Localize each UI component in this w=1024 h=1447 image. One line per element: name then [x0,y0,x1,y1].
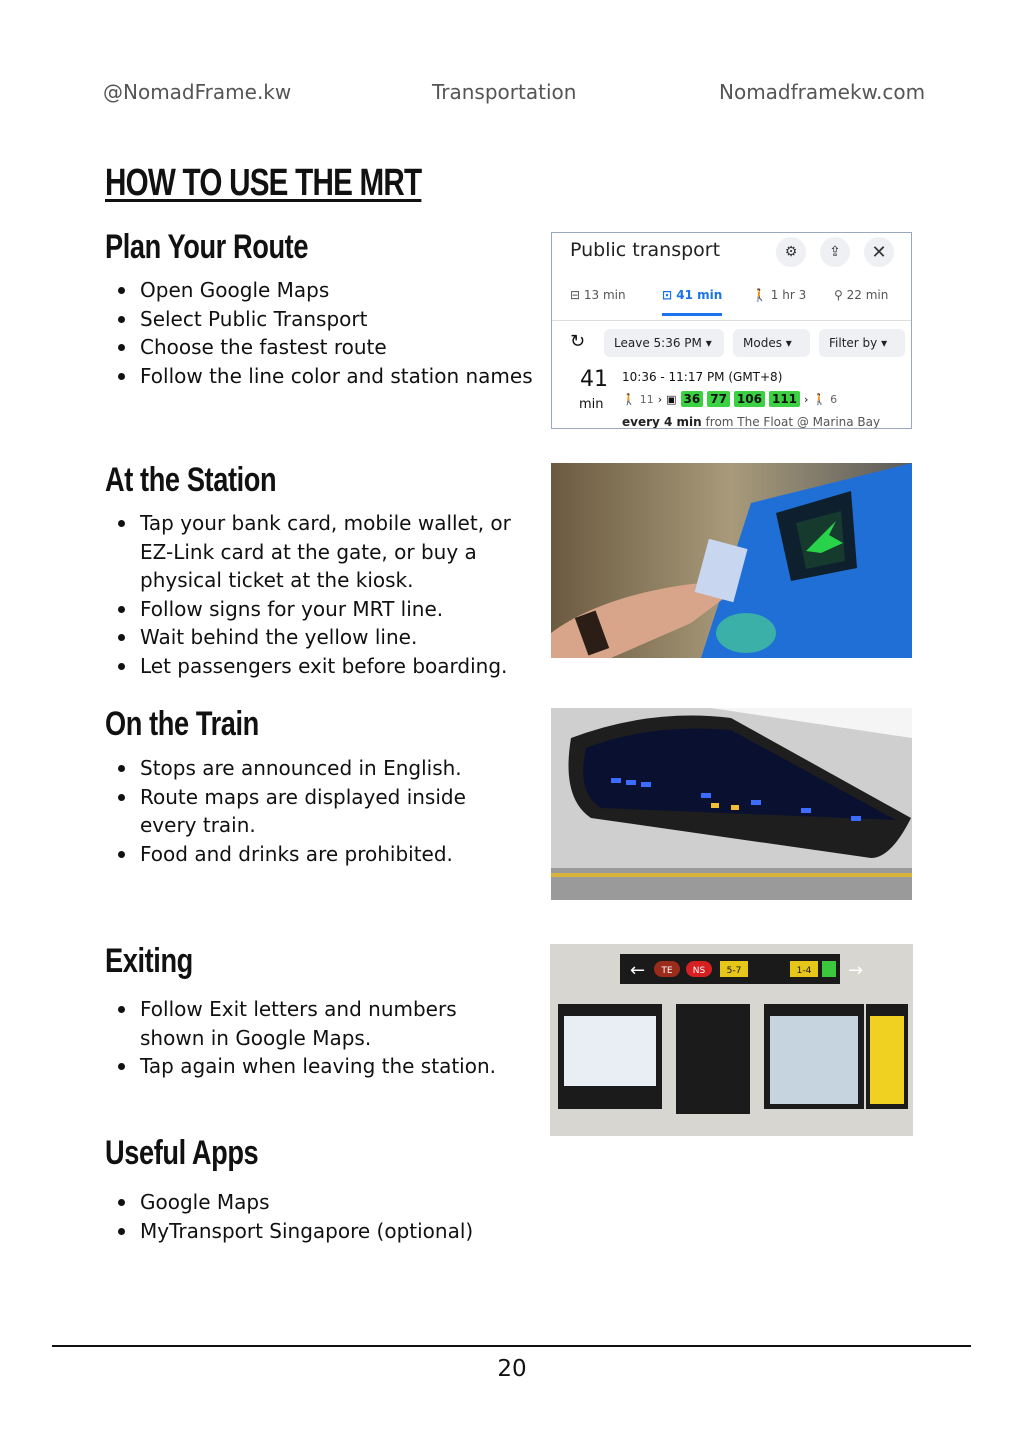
list-item: Open Google Maps [140,276,540,305]
transit-icon: ⊡ [662,288,673,302]
bike-icon: ⚲ [834,288,843,302]
duration-value: 41 [580,367,608,392]
train-interior-photo [551,708,912,900]
list-item: Food and drinks are prohibited. [140,840,470,869]
bus-icon: ▣ [666,392,677,406]
route-steps: 🚶 11 › ▣ 36 77 106 111 › 🚶 6 [622,392,838,406]
selected-mode-underline [662,313,722,316]
section-heading-apps: Useful Apps [105,1134,259,1172]
car-icon: ⊟ [570,288,581,302]
page-number: 20 [497,1356,527,1382]
mode-walk[interactable]: 🚶 1 hr 3 [752,288,807,302]
svg-text:1-4: 1-4 [796,966,812,976]
page-title: HOW TO USE THE MRT [105,162,422,204]
list-item: Follow Exit letters and numbers shown in Google Maps. [140,995,500,1052]
frequency-text: every 4 min from The Float @ Marina Bay [622,415,881,429]
bus-badge: 111 [769,391,800,407]
svg-text:TE: TE [661,966,673,976]
bus-badge: 77 [707,391,730,407]
section-heading-station: At the Station [105,461,277,499]
footer-rule [52,1345,971,1347]
list-item: Route maps are displayed inside every train. [140,783,470,840]
list-station [112,509,520,680]
refresh-icon[interactable]: ↻ [570,331,586,352]
list-item: MyTransport Singapore (optional) [140,1217,540,1246]
walk-icon: 🚶 [812,392,827,406]
close-icon[interactable]: ✕ [864,237,894,267]
svg-text:→: → [848,960,864,981]
duration-unit: min [579,397,604,412]
bus-badge: 36 [681,391,704,407]
leave-time-chip[interactable]: Leave 5:36 PM ▾ [604,329,724,357]
transit-screenshot [551,232,912,429]
exit-signage-photo [550,944,913,1136]
bus-badge: 106 [734,391,765,407]
list-item: Follow signs for your MRT line. [140,595,520,624]
list-apps [112,1188,540,1245]
section-heading-exiting: Exiting [105,942,193,980]
header-website: Nomadframekw.com [719,80,926,104]
list-train [112,754,470,868]
walk-icon: 🚶 [622,392,636,406]
list-item: Follow the line color and station names [140,362,540,391]
mode-drive[interactable]: ⊟ 13 min [570,288,626,302]
modes-chip[interactable]: Modes ▾ [733,329,810,357]
list-item: Tap again when leaving the station. [140,1052,500,1081]
svg-text:5-7: 5-7 [726,966,742,976]
svg-text:NS: NS [692,966,706,976]
section-heading-train: On the Train [105,705,259,743]
time-range: 10:36 - 11:17 PM (GMT+8) [622,370,783,384]
list-item: Tap your bank card, mobile wallet, or EZ-Link card at the gate, or buy a physical ticket at the kiosk. [140,509,520,595]
svg-text:←: ← [630,960,646,981]
header-section: Transportation [432,80,577,104]
mode-bike[interactable]: ⚲ 22 min [834,288,889,302]
list-item: Let passengers exit before boarding. [140,652,520,681]
header-handle: @NomadFrame.kw [103,80,292,104]
fare-gate-photo [551,463,912,658]
list-exiting [112,995,500,1081]
share-icon[interactable]: ⇪ [820,237,850,267]
list-item: Wait behind the yellow line. [140,623,520,652]
mode-transit[interactable]: ⊡ 41 min [662,288,723,302]
list-item: Google Maps [140,1188,540,1217]
walk-icon: 🚶 [752,288,767,302]
section-heading-plan: Plan Your Route [105,228,309,266]
list-plan [112,276,540,390]
list-item: Stops are announced in English. [140,754,470,783]
list-item: Choose the fastest route [140,333,540,362]
filter-chip[interactable]: Filter by ▾ [819,329,905,357]
list-item: Select Public Transport [140,305,540,334]
transit-title: Public transport [570,239,721,261]
filter-icon[interactable]: ⚙ [776,237,806,267]
